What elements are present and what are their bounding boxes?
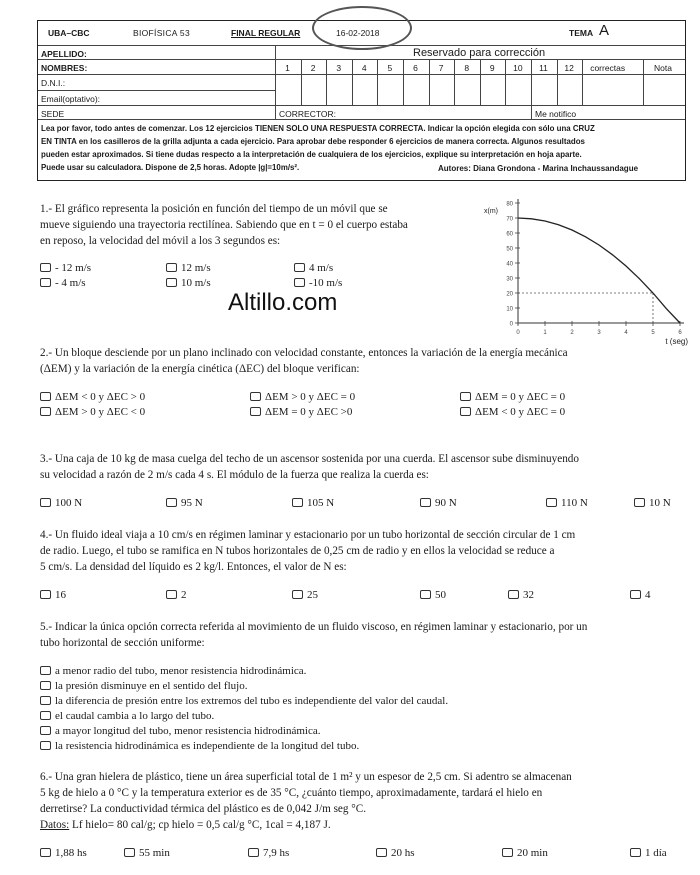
answer-cell[interactable] (557, 74, 583, 105)
me-notifico-label: Me notifico (535, 109, 577, 119)
q3-option[interactable]: 90 N (420, 497, 457, 509)
y-tick-label: 70 (506, 216, 513, 223)
answer-cell[interactable] (326, 74, 352, 105)
q6-option[interactable]: 7,9 hs (248, 847, 289, 859)
checkbox-icon (40, 741, 51, 750)
tema-label: TEMA (569, 28, 594, 38)
grid-number: 10 (513, 63, 523, 73)
correctas-label: correctas (590, 63, 626, 73)
checkbox-icon (40, 696, 51, 705)
checkbox-icon (292, 498, 303, 507)
q5-option[interactable]: el caudal cambia a lo largo del tubo. (40, 709, 448, 724)
y-axis-label: x(m) (484, 208, 498, 215)
question-text: 1.- El gráfico representa la posición en función del tiempo de un móvil que se (40, 203, 388, 215)
question-text: 5 cm/s. La densidad del líquido es 2 kg/l. Entonces, el valor de N es: (40, 561, 347, 573)
question-text: 6.- Una gran hielera de plástico, tiene un área superficial total de 1 m² y un espesor de 2,5 cm. Si adentro se almacenan (40, 771, 572, 783)
q1-option[interactable]: - 4 m/s (40, 277, 86, 289)
y-tick-label: 60 (506, 231, 513, 238)
checkbox-icon (420, 590, 431, 599)
watermark: Altillo.com (228, 289, 338, 316)
checkbox-icon (630, 590, 641, 599)
checkbox-icon (166, 278, 177, 287)
q2-option[interactable]: ΔEM = 0 y ΔEC = 0 (460, 391, 565, 403)
grid-number: 5 (387, 63, 393, 73)
question-text: su velocidad a razón de 2 m/s cada 4 s. El módulo de la fuerza que realiza la cuerda es: (40, 469, 429, 481)
y-tick-label: 20 (506, 291, 513, 298)
checkbox-icon (40, 590, 51, 599)
checkbox-icon (40, 278, 51, 287)
header-divider (38, 105, 685, 106)
q5-option[interactable]: la presión disminuye en el sentido del flujo. (40, 679, 448, 694)
instruction-line: EN TINTA en los casilleros de la grilla adjunta a cada ejercicio. Para aprobar debe responder 6 ejercicios de manera correcta. Algunos resultados (41, 137, 585, 146)
checkbox-icon (40, 681, 51, 690)
header-col-line (531, 105, 532, 119)
q6-datos (40, 817, 682, 833)
y-tick-label: 0 (509, 321, 513, 328)
q1-option[interactable]: 12 m/s (166, 262, 211, 274)
q3-option[interactable]: 105 N (292, 497, 334, 509)
subject-name: BIOFÍSICA 53 (133, 28, 190, 38)
question-text: 2.- Un bloque desciende por un plano inclinado con velocidad constante, entonces la variación de la energía mecánica (40, 347, 568, 359)
question-text: 3.- Una caja de 10 kg de masa cuelga del techo de un ascensor sostenida por una cuerda. El ascensor sube disminuyendo (40, 453, 579, 465)
question-text: en reposo, la velocidad del móvil a los 3 segundos es: (40, 235, 281, 247)
q3-option[interactable]: 110 N (546, 497, 588, 509)
grid-number: 1 (285, 63, 290, 73)
q1-option[interactable]: 4 m/s (294, 262, 333, 274)
checkbox-icon (294, 263, 305, 272)
answer-cell[interactable] (454, 74, 480, 105)
checkbox-icon (40, 263, 51, 272)
q5-option[interactable]: la resistencia hidrodinámica es independiente de la longitud del tubo. (40, 739, 448, 754)
y-tick-label: 50 (506, 246, 513, 253)
q4-option[interactable]: 2 (166, 589, 187, 601)
question-text: 4.- Un fluido ideal viaja a 10 cm/s en régimen laminar y estacionario por un tubo horizontal de sección circular de 1 cm (40, 529, 576, 541)
checkbox-icon (40, 726, 51, 735)
position-time-chart (480, 188, 690, 348)
checkbox-icon (460, 407, 471, 416)
checkbox-icon (292, 590, 303, 599)
q5-option[interactable]: a mayor longitud del tubo, menor resistencia hidrodinámica. (40, 724, 448, 739)
checkbox-icon (40, 392, 51, 401)
datos-label: Datos: (40, 819, 70, 831)
q6-option[interactable]: 20 hs (376, 847, 415, 859)
q3-option[interactable]: 95 N (166, 497, 203, 509)
answer-cell[interactable] (480, 74, 506, 105)
q4-option[interactable]: 4 (630, 589, 651, 601)
x-tick-label: 5 (651, 330, 655, 336)
question-text: de radio. Luego, el tubo se ramifica en N tubos horizontales de 0,25 cm de radio y en ellos la velocidad se reduce a (40, 545, 555, 557)
header-divider (38, 59, 685, 60)
question-4 (40, 527, 682, 575)
x-tick-label: 2 (570, 330, 574, 336)
grid-number: 8 (464, 63, 470, 73)
answer-cell[interactable] (275, 74, 301, 105)
grid-number: 12 (564, 63, 574, 73)
checkbox-icon (40, 498, 51, 507)
q4-option[interactable]: 32 (508, 589, 534, 601)
q2-option[interactable]: ΔEM < 0 y ΔEC > 0 (40, 391, 145, 403)
q4-option[interactable]: 16 (40, 589, 66, 601)
x-tick-label: 4 (624, 330, 628, 336)
q6-option[interactable]: 1,88 hs (40, 847, 87, 859)
q5-option[interactable]: a menor radio del tubo, menor resistencia hidrodinámica. (40, 664, 448, 679)
grid-number: 11 (539, 63, 548, 73)
question-text: tubo horizontal de sección uniforme: (40, 637, 205, 649)
checkbox-icon (124, 848, 135, 857)
checkbox-icon (634, 498, 645, 507)
answer-cell[interactable] (377, 74, 403, 105)
instruction-line: Lea por favor, todo antes de comenzar. Los 12 ejercicios TIENEN SOLO UNA RESPUESTA CORRECTA. Indicar la opción elegida con sólo una CRUZ (41, 124, 595, 133)
checkbox-icon (40, 711, 51, 720)
header-divider (38, 119, 685, 120)
q2-option[interactable]: ΔEM > 0 y ΔEC < 0 (40, 406, 145, 418)
checkbox-icon (40, 666, 51, 675)
y-tick-label: 30 (506, 276, 513, 283)
datos-text: Lf hielo= 80 cal/g; cp hielo = 0,5 cal/g °C, 1cal = 4,187 J. (69, 819, 331, 831)
nombres-label: NOMBRES: (41, 63, 88, 73)
grid-line (582, 59, 583, 105)
grid-number: 6 (413, 63, 418, 73)
checkbox-icon (502, 848, 513, 857)
grid-number: 4 (361, 63, 367, 73)
checkbox-icon (40, 848, 51, 857)
instruction-line: pueden estar aproximados. Si tiene dudas respecto a la interpretación de cualquiera de los ejercicios, explique su interpretación en hoja aparte. (41, 150, 582, 159)
checkbox-icon (166, 498, 177, 507)
apellido-label: APELLIDO: (41, 49, 87, 59)
q4-option[interactable]: 50 (420, 589, 446, 601)
checkbox-icon (250, 392, 261, 401)
x-tick-label: 3 (597, 330, 601, 336)
checkbox-icon (376, 848, 387, 857)
checkbox-icon (248, 848, 259, 857)
school-name: UBA–CBC (48, 28, 90, 38)
grid-number: 2 (310, 63, 316, 73)
q6-option[interactable]: 55 min (124, 847, 170, 859)
x-tick-label: 6 (678, 330, 682, 336)
question-6 (40, 769, 682, 833)
checkbox-icon (166, 263, 177, 272)
question-text: mueve siguiendo una trayectoria rectilínea. Sabiendo que en t = 0 el cuerpo estaba (40, 219, 408, 231)
q1-option[interactable]: 10 m/s (166, 277, 211, 289)
checkbox-icon (546, 498, 557, 507)
checkbox-icon (166, 590, 177, 599)
q1-option[interactable]: - 12 m/s (40, 262, 91, 274)
q6-option[interactable]: 20 min (502, 847, 548, 859)
q3-option[interactable]: 100 N (40, 497, 82, 509)
question-text: derretirse? La conductividad térmica del plástico es de 0,042 J/m seg °C. (40, 803, 367, 815)
answer-cell[interactable] (301, 74, 327, 105)
q2-option[interactable]: ΔEM = 0 y ΔEC >0 (250, 406, 352, 418)
question-5 (40, 619, 682, 651)
answer-cell[interactable] (403, 74, 429, 105)
checkbox-icon (508, 590, 519, 599)
checkbox-icon (420, 498, 431, 507)
question-3 (40, 451, 682, 483)
y-tick-label: 10 (506, 306, 513, 313)
answer-cell[interactable] (531, 74, 557, 105)
x-tick-label: 1 (543, 330, 547, 336)
reservado-label: Reservado para corrección (413, 47, 546, 59)
checkbox-icon (250, 407, 261, 416)
checkbox-icon (294, 278, 305, 287)
x-axis-label: t (seg) (665, 337, 688, 346)
grid-line (643, 59, 644, 105)
q5-options (40, 664, 448, 754)
grid-number: 3 (336, 63, 342, 73)
date-circle-mark (312, 6, 412, 50)
question-1 (40, 201, 480, 249)
q2-option[interactable]: ΔEM < 0 y ΔEC = 0 (460, 406, 565, 418)
checkbox-icon (630, 848, 641, 857)
q5-option[interactable]: la diferencia de presión entre los extremos del tubo es independiente del valor del caudal. (40, 694, 448, 709)
grid-number: 9 (489, 63, 495, 73)
exam-date: 16-02-2018 (336, 28, 380, 38)
header-divider (38, 90, 275, 91)
authors: Autores: Diana Grondona - Marina Inchaussandague (438, 164, 639, 173)
series-line (518, 218, 680, 323)
q6-option[interactable]: 1 día (630, 847, 667, 859)
exam-type: FINAL REGULAR (231, 28, 301, 38)
answer-cell[interactable] (352, 74, 378, 105)
dni-label: D.N.I.: (41, 78, 66, 88)
y-tick-label: 40 (506, 261, 513, 268)
q4-option[interactable]: 25 (292, 589, 318, 601)
checkbox-icon (40, 407, 51, 416)
y-tick-label: 80 (506, 201, 513, 208)
instruction-line: Puede usar su calculadora. Dispone de 2,5 horas. Adopte |g|=10m/s². (41, 163, 300, 172)
sede-label: SEDE (41, 109, 65, 119)
q1-option[interactable]: -10 m/s (294, 277, 342, 289)
tema-value: A (599, 22, 610, 39)
grid-number: 7 (438, 63, 444, 73)
question-text: 5 kg de hielo a 0 °C y la temperatura exterior es de 35 °C, ¿cuánto tiempo, aproximadamente, tardará el hielo en (40, 787, 543, 799)
corrector-label: CORRECTOR: (279, 109, 336, 119)
nota-label: Nota (654, 63, 672, 73)
question-2 (40, 345, 682, 377)
checkbox-icon (460, 392, 471, 401)
answer-cell[interactable] (429, 74, 455, 105)
q3-option[interactable]: 10 N (634, 497, 671, 509)
question-text: (ΔEM) y la variación de la energía cinética (ΔEC) del bloque verifican: (40, 363, 360, 375)
question-text: 5.- Indicar la única opción correcta referida al movimiento de un fluido viscoso, en régimen laminar y estacionario, por un (40, 621, 588, 633)
q2-option[interactable]: ΔEM > 0 y ΔEC = 0 (250, 391, 355, 403)
answer-cell[interactable] (505, 74, 531, 105)
email-label: Email(optativo): (41, 94, 101, 104)
x-tick-label: 0 (516, 330, 520, 336)
